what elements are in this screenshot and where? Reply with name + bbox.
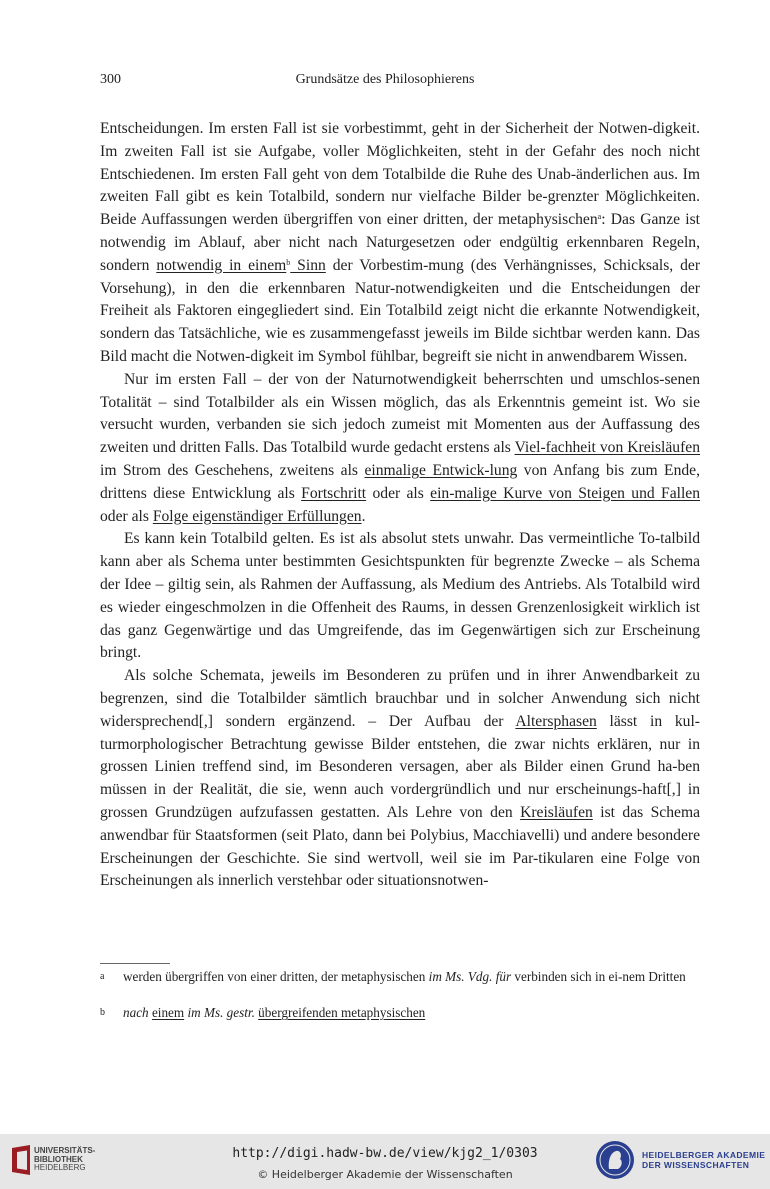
underlined-phrase: notwendig in einem (156, 256, 287, 274)
page-number: 300 (100, 72, 121, 87)
underlined-phrase: Fortschritt (301, 484, 367, 502)
footnote-a: a werden übergriffen von einer dritten, der metaphysischen im Ms. Vdg. für verbinden sich in ei-nem Dritten (100, 969, 686, 984)
paragraph-1: Entscheidungen. Im ersten Fall ist sie vorbestimmt, geht in der Sicherheit der Notwen-digkeit. Im zweiten Fall ist sie Aufgabe, voller Möglichkeiten, steht in der Gefahr des noch nicht Entschiedenen. Im ersten Fall geht von dem Totalbilde die Ruhe des Unab-änderlichen aus. Im zweiten Fall gibt es kein Totalbild, sondern nur vielfache Bilder be-grenzter Möglichkeiten. Beide Auffassungen werden übergriffen von einer dritten, der metaphysischen$^a$: Das Ganze ist notwendig im Ablauf, aber nicht nach Naturgesetzen oder endgültig erkennbaren Regeln, sondern notwendig in einem$^b$ Sinn der Vorbestim-mung (des Verhängnisses, Schicksals, der Vorsehung), in den die erkennbaren Natur-notwendigkeiten und die Entscheidungen der Freiheit als Faktoren eingegliedert sind. Ein Totalbild zeigt nicht die erkannte Notwendigkeit, sondern das Tatsächliche, wie es zusammengefasst jeweils im Bilde sichtbar werden kann. Das Bild macht die Notwen-digkeit im Symbol fühlbar, begreift sie nicht in anwendbarem Wissen. (100, 120, 701, 365)
academy-seal-icon[interactable] (594, 1139, 636, 1181)
footnote-ref-a[interactable]: a (597, 212, 602, 222)
underlined-phrase: einmalige Entwick-lung (364, 461, 518, 479)
permalink-url[interactable]: http://digi.hadw-bw.de/view/kjg2_1/0303 (232, 1146, 538, 1161)
footnote-mark: a (100, 971, 105, 982)
footnote-divider (100, 963, 170, 964)
underlined-phrase: ein-malige Kurve von Steigen und Fallen (430, 484, 701, 502)
footnote-mark: b (100, 1007, 105, 1018)
underlined-phrase: Sinn (290, 256, 326, 274)
underlined-phrase: Altersphasen (515, 712, 597, 730)
paragraph-3: Es kann kein Totalbild gelten. Es ist als absolut stets unwahr. Das vermeintliche To-talbild kann aber als Schema unter bestimmten Gesichtspunkten für begrenzte Zwecke – als Schema der Idee – giltig sein, als Rahmen der Auffassung, als Medium des Antriebs. Als Totalbild wird es wieder eingeschmolzen in die Offenheit des Raums, in dessen Grenzenlosigkeit wirklich ist das ganz Gegenwärtige und das Umgreifende, das im Gegenwärtigen sich zur Erscheinung bringt. (100, 530, 700, 662)
paragraph-4: Als solche Schemata, jeweils im Besonderen zu prüfen und in ihrer Anwendbarkeit zu begrenzen, sind die Totalbilder sämtlich brauchbar und in solcher Anwendung sich nicht widersprechend[,] sondern ergänzend. – Der Aufbau der Altersphasen lässt in kul-turmorphologischer Betrachtung gewisse Bilder entstehen, die zwar nichts erklären, nur in grossen Linien treffend sind, im Besonderen versagen, aber als Bilder einen Grund ha-ben müssen in der Realität, die sie, wenn auch vordergründlich und nur erscheinungs-haft[,] in grossen Grundzügen aufzufassen gestatten. Als Lehre von den Kreisläufen ist das Schema anwendbar für Staatsformen (seit Plato, dann bei Polybius, Macchiavelli) und andere besondere Erscheinungen der Geschichte. Sie sind wertvoll, weil sie im Par-tikularen eine Folge von Erscheinungen als innerlich verstehbar oder situationsnotwen- (100, 667, 700, 890)
university-library-name: UNIVERSITÄTS- BIBLIOTHEK HEIDELBERG (34, 1146, 96, 1172)
running-title: Grundsätze des Philosophierens (295, 72, 475, 87)
footnote-ref-b[interactable]: b (286, 257, 291, 267)
viewer-footer (0, 1134, 770, 1189)
underlined-phrase: Folge eigenständiger Erfüllungen (152, 507, 362, 525)
paragraph-2: Nur im ersten Fall – der von der Naturnotwendigkeit beherrschten und umschlos-senen Totalität – sind Totalbilder als ein Wissen möglich, das als Erkenntnis gemeint ist. Wo sie versucht wurden, verbanden sie sich jedoch zumeist mit Momenten aus der Auffassung des zweiten und dritten Falls. Das Totalbild wurde gedacht erstens als Viel-fachheit von Kreisläufen im Strom des Geschehens, zweitens als einmalige Entwick-lung von Anfang bis zum Ende, drittens diese Entwicklung als Fortschritt oder als ein-malige Kurve von Steigen und Fallen oder als Folge eigenständiger Erfüllungen. (100, 370, 701, 525)
academy-name: HEIDELBERGER AKADEMIE DER WISSENSCHAFTEN (642, 1150, 766, 1170)
underlined-phrase: Viel-fachheit von Kreisläufen (514, 439, 700, 457)
underlined-phrase: Kreisläufen (520, 803, 593, 821)
copyright-notice: © Heidelberger Akademie der Wissenschaften (257, 1168, 513, 1181)
footnote-b: b nach einem im Ms. gestr. übergreifenden metaphysischen (100, 1005, 426, 1020)
body-text (100, 118, 700, 893)
